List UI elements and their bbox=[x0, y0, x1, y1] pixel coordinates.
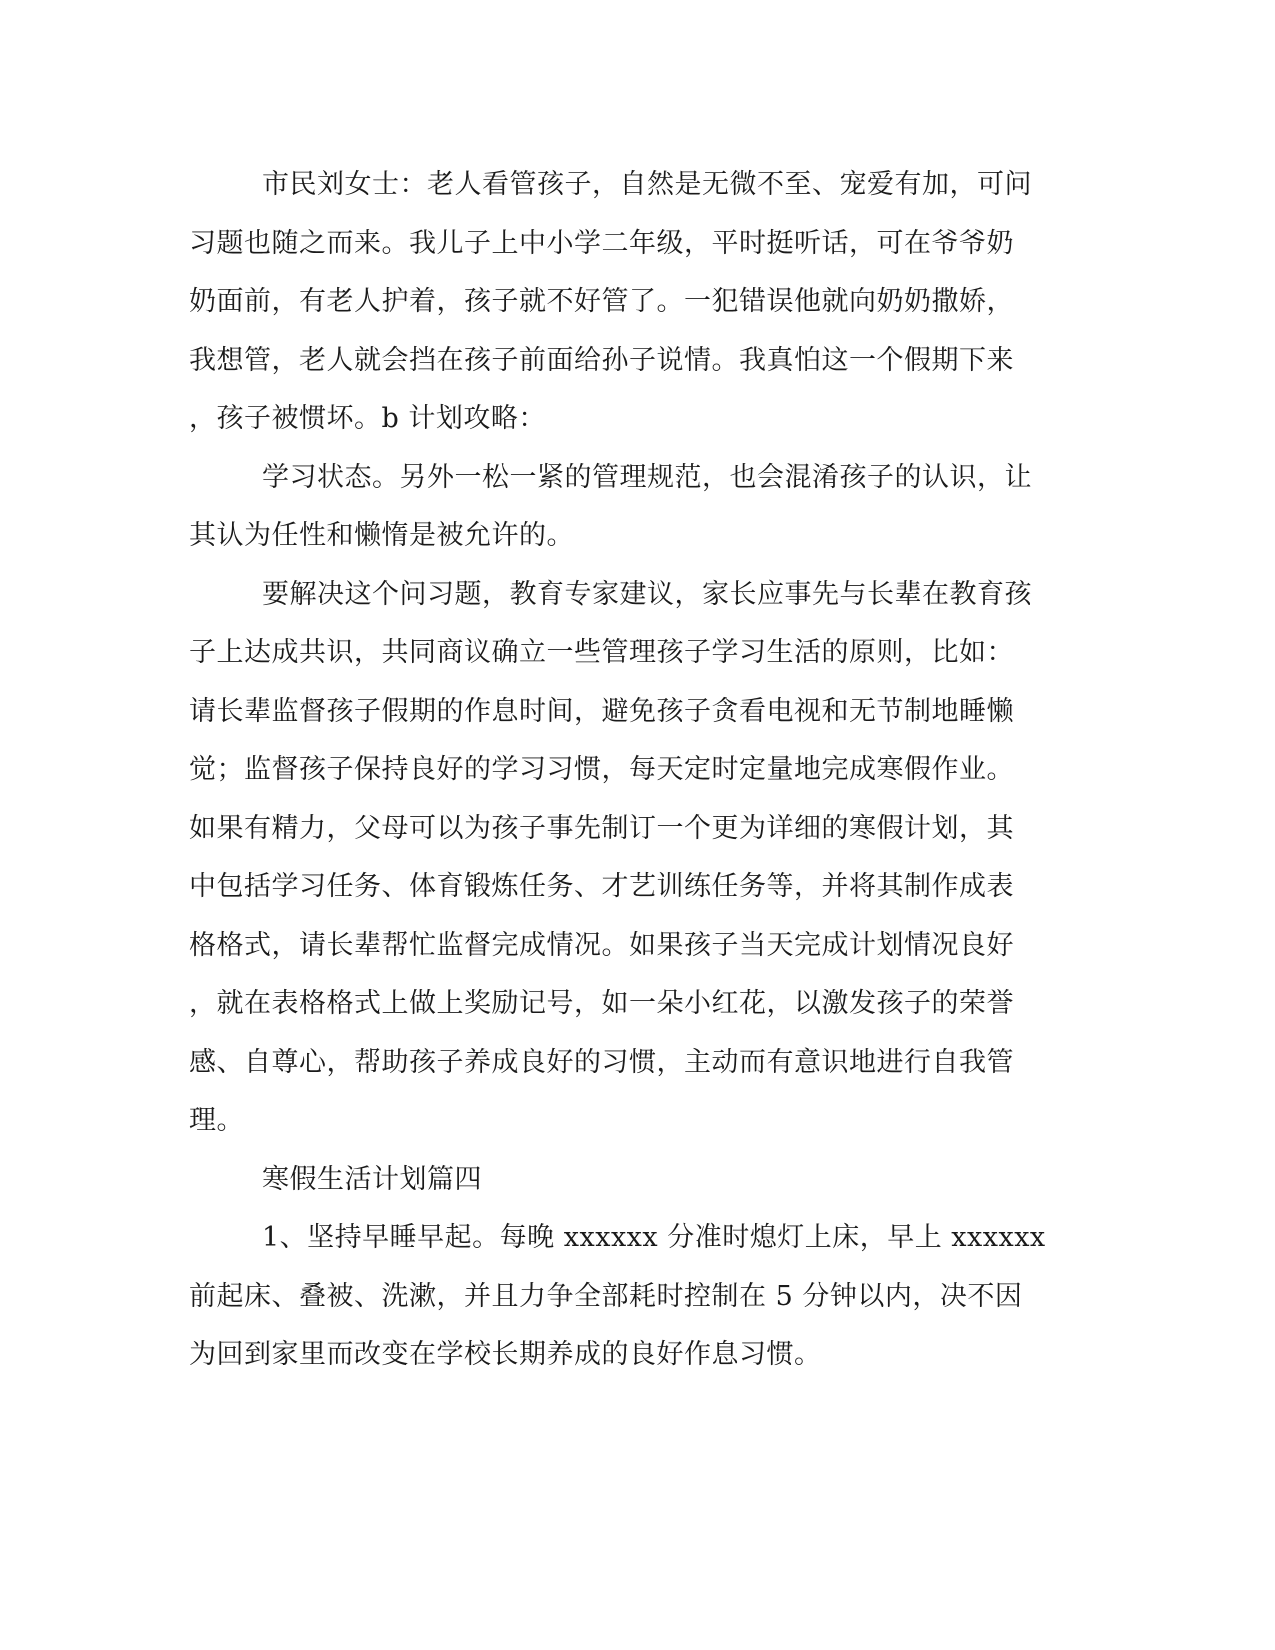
text-line: 子上达成共识，共同商议确立一些管理孩子学习生活的原则，比如： bbox=[189, 637, 1014, 668]
text-line: 请长辈监督孩子假期的作息时间，避免孩子贪看电视和无节制地睡懒 bbox=[189, 696, 1014, 727]
text-line: ，就在表格格式上做上奖励记号，如一朵小红花，以激发孩子的荣誉 bbox=[189, 988, 1014, 1019]
text-line: 市民刘女士：老人看管孩子，自然是无微不至、宠爱有加，可问 bbox=[262, 169, 1032, 200]
text-line: 学习状态。另外一松一紧的管理规范，也会混淆孩子的认识，让 bbox=[262, 462, 1032, 493]
text-line: 习题也随之而来。我儿子上中小学二年级，平时挺听话，可在爷爷奶 bbox=[189, 228, 1014, 259]
text-line: 要解决这个问习题，教育专家建议，家长应事先与长辈在教育孩 bbox=[262, 579, 1032, 610]
text-line: 觉；监督孩子保持良好的学习习惯，每天定时定量地完成寒假作业。 bbox=[189, 754, 1014, 785]
text-line: 理。 bbox=[189, 1105, 244, 1136]
text-line: 奶面前，有老人护着，孩子就不好管了。一犯错误他就向奶奶撒娇， bbox=[189, 286, 1014, 317]
text-line: 1、坚持早睡早起。每晚 xxxxxx 分准时熄灯上床，早上 xxxxxx bbox=[262, 1222, 1046, 1253]
text-line: 我想管，老人就会挡在孩子前面给孙子说情。我真怕这一个假期下来 bbox=[189, 345, 1014, 376]
text-line: 如果有精力，父母可以为孩子事先制订一个更为详细的寒假计划，其 bbox=[189, 813, 1014, 844]
text-line: 格格式，请长辈帮忙监督完成情况。如果孩子当天完成计划情况良好 bbox=[189, 930, 1014, 961]
text-line: 感、自尊心，帮助孩子养成良好的习惯，主动而有意识地进行自我管 bbox=[189, 1047, 1014, 1078]
text-line: 前起床、叠被、洗漱，并且力争全部耗时控制在 5 分钟以内，决不因 bbox=[189, 1281, 1023, 1312]
text-line: 中包括学习任务、体育锻炼任务、才艺训练任务等，并将其制作成表 bbox=[189, 871, 1014, 902]
section-heading: 寒假生活计划篇四 bbox=[262, 1164, 482, 1195]
text-line: 其认为任性和懒惰是被允许的。 bbox=[189, 520, 574, 551]
text-line: 为回到家里而改变在学校长期养成的良好作息习惯。 bbox=[189, 1339, 822, 1370]
text-line: ，孩子被惯坏。b 计划攻略： bbox=[189, 403, 546, 434]
